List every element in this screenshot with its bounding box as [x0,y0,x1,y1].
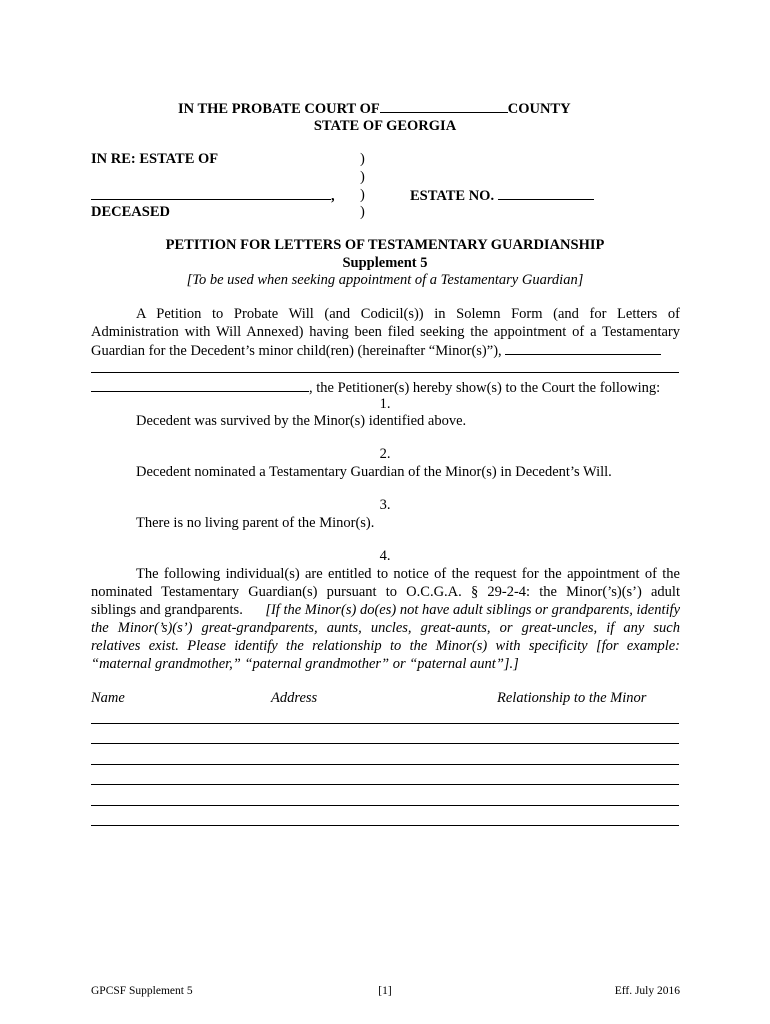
intro-line-5 [91,379,660,397]
minors-blank-2[interactable] [91,372,679,373]
minors-blank-1[interactable] [505,342,661,355]
intro-line-3 [91,342,661,360]
col-header-relationship: Relationship to the Minor [497,690,647,706]
caption-paren-3: ) [360,187,365,203]
caption-paren-4: ) [360,204,365,220]
para-4-line-5: relatives exist. Please identify the relationship to the Minor(s) with specificity [for example: [91,638,680,654]
county-blank[interactable] [380,100,508,113]
usage-note: [To be used when seeking appointment of a Testamentary Guardian] [186,272,584,288]
para-1-number: 1. [379,396,391,412]
decedent-comma: , [331,188,335,204]
entry-line-1[interactable] [91,723,679,724]
entry-line-4[interactable] [91,784,679,785]
entry-line-5[interactable] [91,805,679,806]
deceased-label: DECEASED [91,204,170,220]
para-3-text: There is no living parent of the Minor(s). [136,515,375,531]
supplement-title: Supplement 5 [342,255,428,271]
estate-no-blank[interactable] [498,187,594,200]
footer-page-number: [1] [378,985,392,997]
court-header-prefix: IN THE PROBATE COURT OF [178,101,380,117]
estate-no-label: ESTATE NO. [410,188,495,204]
footer-form-id: GPCSF Supplement 5 [91,985,193,997]
caption-paren-1: ) [360,151,365,167]
caption-paren-2: ) [360,169,365,185]
intro-line-5-text: , the Petitioner(s) hereby show(s) to the Court the following: [309,380,661,396]
intro-line-3-text: Guardian for the Decedent’s minor child(ren) (hereinafter “Minor(s)”), [91,343,502,359]
footer-effective-date: Eff. July 2016 [614,985,680,997]
para-4-line-3-italic: [If the Minor(s) do(es) not have adult siblings or grandparents, identify [265,602,680,618]
entry-line-2[interactable] [91,743,679,744]
intro-line-2: Administration with Will Annexed) having been filed seeking the appointment of a Testamentary [91,324,680,340]
para-4-line-6: “maternal grandmother,” “paternal grandmother” or “paternal aunt”].] [91,656,519,672]
entry-line-3[interactable] [91,764,679,765]
para-4-number: 4. [379,548,391,564]
para-4-line-1: The following individual(s) are entitled to notice of the request for the appointment of the [136,566,680,582]
court-header-suffix: COUNTY [507,101,571,117]
col-header-address: Address [271,690,318,706]
para-2-text: Decedent nominated a Testamentary Guardian of the Minor(s) in Decedent’s Will. [136,464,612,480]
decedent-name-line [91,187,335,205]
para-2-number: 2. [379,446,391,462]
in-re-label: IN RE: ESTATE OF [91,151,219,167]
para-4-line-4: the Minor(’s)(s’) great-grandparents, aunts, uncles, great-aunts, or great-uncles, if any such [91,620,680,636]
petition-title: PETITION FOR LETTERS OF TESTAMENTARY GUARDIANSHIP [165,237,605,253]
para-3-number: 3. [379,497,391,513]
entry-line-6[interactable] [91,825,679,826]
decedent-name-blank[interactable] [91,187,331,200]
para-1-text: Decedent was survived by the Minor(s) identified above. [136,413,467,429]
col-header-name: Name [91,690,125,706]
intro-line-1: A Petition to Probate Will (and Codicil(s)) in Solemn Form (and for Letters of [136,306,680,322]
para-4-line-2: nominated Testamentary Guardian(s) pursuant to O.C.G.A. § 29-2-4: the Minor(’s)(s’) adult [91,584,680,600]
state-header: STATE OF GEORGIA [313,118,457,134]
para-4-line-3 [91,602,680,619]
minors-blank-3[interactable] [91,379,309,392]
court-header [178,100,571,118]
estate-no-line [410,187,594,205]
para-4-line-3-plain: siblings and grandparents. [91,602,243,618]
